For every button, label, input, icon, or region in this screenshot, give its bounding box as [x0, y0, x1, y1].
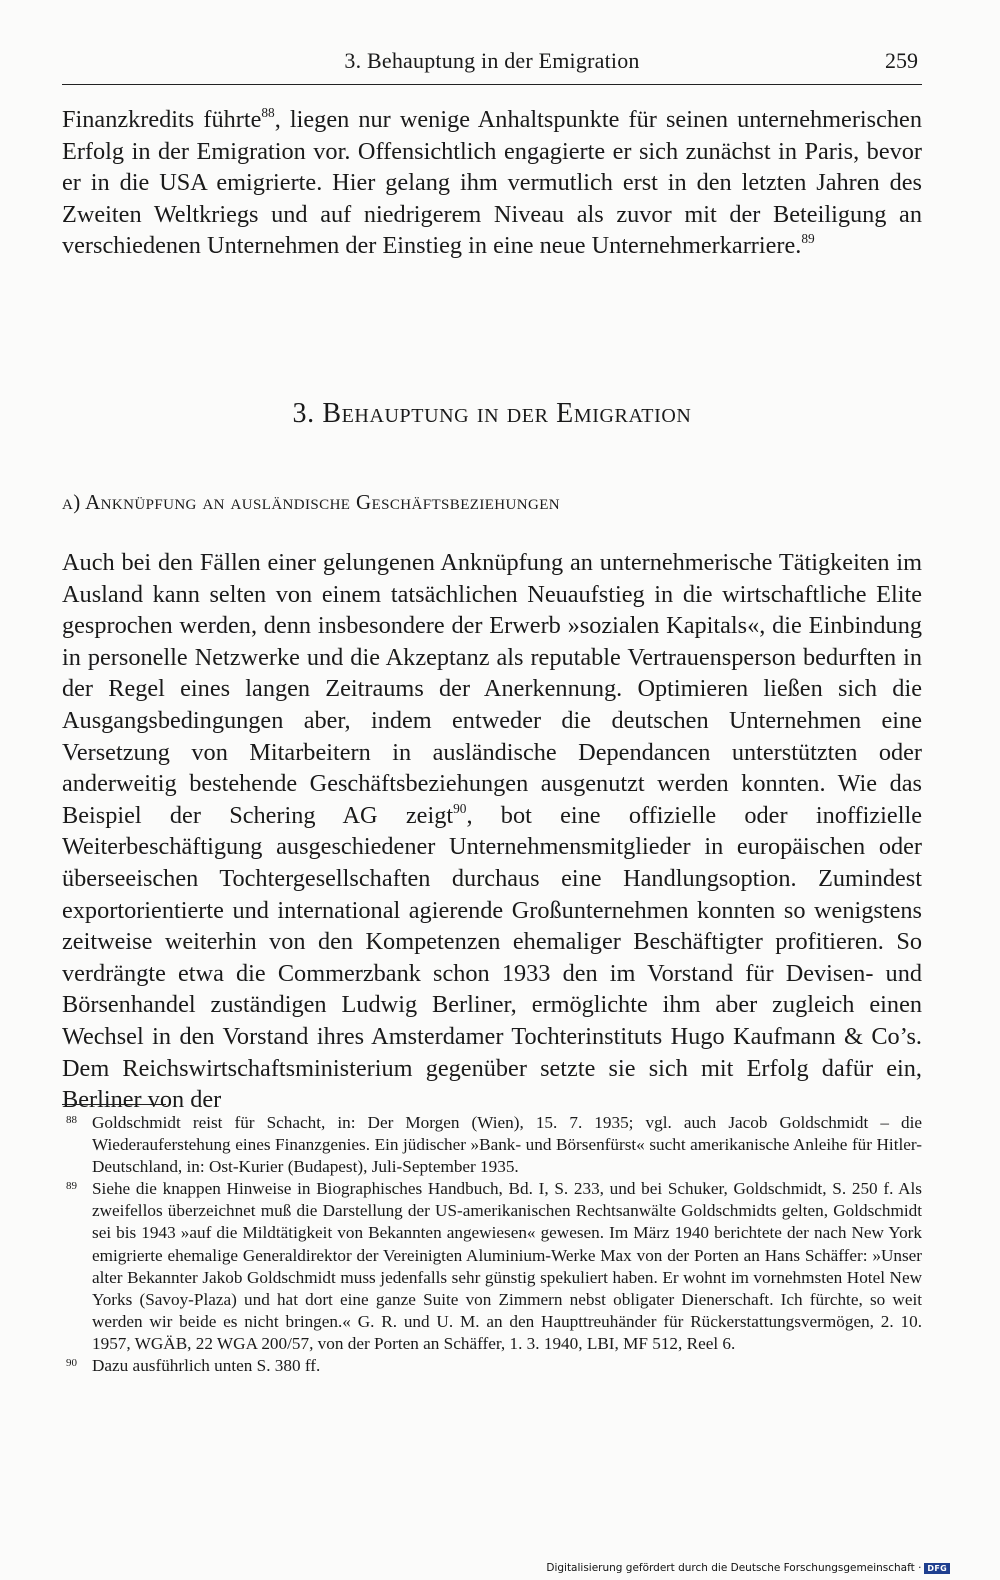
footnote-ref-90[interactable]: 90	[453, 800, 467, 816]
footnote-text: Goldschmidt reist für Schacht, in: Der Morgen (Wien), 15. 7. 1935; vgl. auch Jacob Goldschmidt – die Wiederauferstehung eines Finanzgenies. Ein jüdischer »Bank- und Börsenfürst« sucht amerikanische Anleihe für Hitler-Deutschland, in: Ost-Kurier (Budapest), Juli-September 1935.	[92, 1113, 922, 1177]
running-head	[62, 44, 922, 85]
page-number: 259	[885, 48, 918, 73]
dfg-logo-icon: DFG	[924, 1563, 950, 1574]
footnote-90	[62, 1355, 922, 1377]
footnote-ref-89[interactable]: 89	[801, 231, 815, 247]
digitization-credit	[546, 1562, 950, 1574]
running-title: 3. Behauptung in der Emigration	[344, 48, 640, 73]
footnote-88	[62, 1112, 922, 1178]
paragraph-top	[62, 104, 922, 262]
digitization-credit-text: Digitalisierung gefördert durch die Deutsche Forschungsgemeinschaft ·	[546, 1562, 922, 1574]
footnote-number: 89	[66, 1180, 77, 1193]
paragraph-main	[62, 547, 922, 1116]
paragraph-text: Finanzkredits führte	[62, 106, 262, 133]
footnotes	[62, 1112, 922, 1377]
footnote-divider	[62, 1104, 166, 1105]
subsection-heading: a) Anknüpfung an ausländische Geschäftsbeziehungen	[62, 490, 561, 514]
footnote-number: 88	[66, 1114, 77, 1126]
footnote-text: Siehe die knappen Hinweise in Biographisches Handbuch, Bd. I, S. 233, und bei Schuker, Goldschmidt, S. 250 f. Als zweifellos überzeichnet muß die Darstellung der US-amerikanischen Rechtsanwälte Goldschmidts gelten, Goldschmidt sei bis 1943 »auf die Mildtätigkeit von Bekannten angewiesen« gewesen. Im März 1940 berichtete der nach New York emigrierte ehemalige Generaldirektor der Vereinigten Aluminium-Werke Max von der Porten an Hans Schäffer: »Unser alter Bekannter Jakob Goldschmidt muss jedenfalls sehr günstig spekuliert haben. Er wohnt im vornehmsten Hotel New Yorks (Savoy-Plaza) und hat dort eine ganze Suite von Zimmern nebst obligater Dienerschaft. Ich fürchte, so weit werden wir beide es nicht bringen.« G. R. und U. M. an den Haupttreuhänder für Rückerstattungsvermögen, 2. 10. 1957, WGÄB, 22 WGA 200/57, von der Porten an Schäffer, 1. 3. 1940, LBI, MF 512, Reel 6.	[92, 1179, 922, 1353]
section-heading: 3. Behauptung in der Emigration	[292, 398, 692, 429]
paragraph-text: , liegen nur wenige Anhaltspunkte für seinen unternehmerischen Erfolg in der Emigration vor. Offensichtlich engagierte er sich zunächst in Paris, bevor er in die USA emigrierte. Hier gelang ihm vermutlich erst in den letzten Jahren des Zweiten Weltkriegs und auf niedrigerem Niveau als zuvor mit der Beteiligung an verschiedenen Unternehmen der Einstieg in eine neue Unternehmerkarriere.	[62, 106, 922, 260]
footnote-ref-88[interactable]: 88	[261, 104, 275, 120]
paragraph-text: Auch bei den Fällen einer gelungenen Anknüpfung an unternehmerische Tätigkeiten im Ausland kann selten von einem tatsächlichen Neuaufstieg in die wirtschaftliche Elite gesprochen werden, denn insbesondere der Erwerb »sozialen Kapitals«, die Einbindung in personelle Netzwerke und die Akzeptanz als reputable Vertrauensperson bedurften in der Regel eines langen Zeitraums der Anerkennung. Optimieren ließen sich die Ausgangsbedingungen aber, indem entweder die deutschen Unternehmen eine Versetzung von Mitarbeitern in ausländische Dependancen unterstützten oder anderweitig bestehende Geschäftsbeziehungen ausgenutzt werden konnten. Wie das Beispiel der Schering AG zeigt	[62, 549, 922, 829]
paragraph-text: , bot eine offizielle oder inoffizielle Weiterbeschäftigung ausgeschiedener Unternehmensmitglieder in europäischen oder überseeischen Tochtergesellschaften durchaus eine Handlungsoption. Zumindest exportorientierte und international agierende Großunternehmen konnten so wenigstens zeitweise weiterhin von den Kompetenzen ehemaliger Beschäftigter profitieren. So verdrängte etwa die Commerzbank schon 1933 den im Vorstand für Devisen- und Börsenhandel zuständigen Ludwig Berliner, ermöglichte ihm aber zugleich einen Wechsel in den Vorstand ihres Amsterdamer Tochterinstituts Hugo Kaufmann & Co’s. Dem Reichswirtschaftsministerium gegenüber setzte sie sich mit Erfolg dafür ein, Berliner von der	[62, 801, 922, 1114]
footnote-text: Dazu ausführlich unten S. 380 ff.	[92, 1356, 321, 1376]
footnote-89	[62, 1178, 922, 1355]
footnote-number: 90	[66, 1357, 77, 1370]
